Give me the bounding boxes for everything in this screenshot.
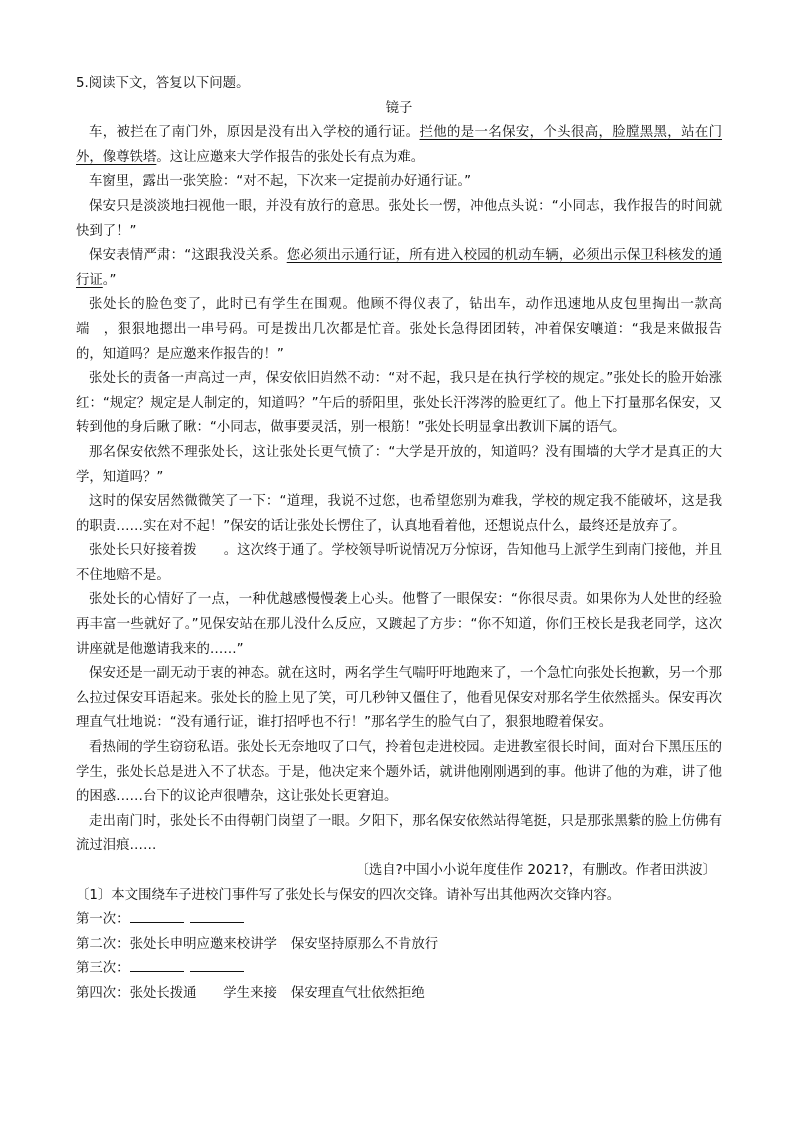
- story-paragraph: [76, 121, 722, 170]
- answer-blank[interactable]: [130, 908, 184, 923]
- answer-label: 第一次：: [76, 912, 130, 928]
- answer-line: [76, 982, 722, 1007]
- answer-line: [76, 933, 722, 958]
- story-paragraph: [76, 195, 722, 244]
- story-paragraph: [76, 441, 722, 490]
- story-paragraph: [76, 736, 722, 810]
- paragraph-text: 保安只是淡淡地扫视他一眼，并没有放行的意思。张处长一愣，冲他点头说：“小同志，我作报告的时间就快到了！”: [76, 198, 722, 239]
- answer-label: 第二次：: [76, 936, 130, 952]
- sub-question: 〔1〕本文围绕车子进校门事件写了张处长与保安的四次交锋。请补写出其他两次交锋内容。: [76, 887, 621, 903]
- underlined-text: 拦他的是一名保安，个头很高，脸膛黑黑，站在门外，像尊铁塔: [76, 125, 723, 165]
- story-paragraph: [76, 293, 722, 367]
- paragraph-text: 那名保安依然不理张处长，这让张处长更气愤了：“大学是开放的，知道吗？没有围墙的大学才是真正的大学，知道吗？”: [76, 444, 722, 485]
- answer-label: 第三次：: [76, 961, 130, 977]
- paragraph-text: 张处长的心情好了一点，一种优越感慢慢袭上心头。他瞥了一眼保安：“你很尽责。如果你为人处世的经验再丰富一些就好了。”见保安站在那儿没什么反应，又踱起了方步：“你不知道，你们王校长是我老同学，这次讲座就是他邀请我来的……”: [76, 592, 722, 657]
- underlined-text: 您必须出示通行证，所有进入校园的机动车辆，必须出示保卫科核发的通行证: [76, 248, 723, 288]
- paragraph-text: 。这让应邀来大学作报告的张处长有点为难。: [156, 149, 425, 165]
- paragraph-text: 这时的保安居然微微笑了一下：“道理，我说不过您，也希望您别为难我，学校的规定我不能破坏，这是我的职责……实在对不起！”保安的话让张处长愣住了，认真地看着他，还想说点什么，最终还是放弃了。: [76, 494, 722, 534]
- question-header: 5.阅读下文，答复以下问题。: [76, 76, 250, 91]
- paragraph-text: 张处长的责备一声高过一声，保安依旧岿然不动：“对不起，我只是在执行学校的规定。”张处长的脸开始涨红：“规定？规定是人制定的，知道吗？”午后的骄阳里，张处长汗涔涔的脸更红了。他上下打量那名保安，又转到他的身后瞅了瞅：“小同志，做事要灵活，别一根筋！”张处长明显拿出教训下属的语气。: [76, 371, 722, 436]
- answer-part1: 张处长拨通 学生来接: [129, 985, 277, 1001]
- answer-blank[interactable]: [130, 957, 184, 972]
- story-body: [76, 121, 722, 859]
- paragraph-text: 张处长只好接着拨 。这次终于通了。学校领导听说情况万分惊讶，告知他马上派学生到南门接他，并且不住地赔不是。: [76, 543, 722, 583]
- story-paragraph: [76, 539, 722, 588]
- answer-line: [76, 957, 722, 982]
- paragraph-text: 保安还是一副无动于衷的神态。就在这时，两名学生气喘吁吁地跑来了，一个急忙向张处长抱歉，另一个那么拉过保安耳语起来。张处长的脸上见了笑，可几秒钟又僵住了，他看见保安对那名学生依然摇头。保安再次理直气壮地说：“没有通行证，谁打招呼也不行！”那名学生的脸气白了，狠狠地瞪着保安。: [76, 666, 722, 731]
- answer-part2: 保安坚持原那么不肯放行: [290, 936, 439, 952]
- answer-blank[interactable]: [190, 908, 244, 923]
- story-paragraph: [76, 244, 722, 293]
- paragraph-text: 走出南门时，张处长不由得朝门岗望了一眼。夕阳下，那名保安依然站得笔挺，只是那张黑紫的脸上仿佛有流过泪痕……: [76, 813, 722, 854]
- paragraph-text: 。”: [102, 272, 117, 288]
- story-title: 镜子: [385, 100, 413, 116]
- story-paragraph: [76, 810, 722, 859]
- story-paragraph: [76, 662, 722, 736]
- story-paragraph: [76, 367, 722, 441]
- story-paragraph: [76, 588, 722, 662]
- answer-list: [76, 908, 722, 1006]
- paragraph-text: 看热闹的学生窃窃私语。张处长无奈地叹了口气，拎着包走进校园。走进教室很长时间，面对台下黑压压的学生，张处长总是进入不了状态。于是，他决定来个题外话，就讲他刚刚遇到的事。他讲了他的为难，讲了他的困惑……台下的议论声很嘈杂，这让张处长更窘迫。: [76, 740, 722, 805]
- story-paragraph: [76, 490, 722, 539]
- paragraph-text: 车，被拦在了南门外，原因是没有出入学校的通行证。: [89, 125, 420, 141]
- story-paragraph: [76, 170, 722, 195]
- paragraph-text: 保安表情严肃：“这跟我没关系。: [89, 248, 287, 264]
- answer-part2: 保安理直气壮依然拒绝: [290, 985, 425, 1001]
- answer-label: 第四次：: [76, 985, 130, 1001]
- answer-line: [76, 908, 722, 933]
- answer-blank[interactable]: [190, 957, 244, 972]
- document-page: [76, 72, 722, 1007]
- paragraph-text: 张处长的脸色变了，此时已有学生在围观。他顾不得仪表了，钻出车，动作迅速地从皮包里掏出一款高端 ，狠狠地摁出一串号码。可是拨出几次都是忙音。张处长急得团团转，冲着保安嚷道：“我是来做报告的，知道吗？是应邀来作报告的！”: [76, 297, 722, 362]
- answer-part1: 张处长申明应邀来校讲学: [129, 936, 277, 952]
- paragraph-text: 车窗里，露出一张笑脸：“对不起，下次来一定提前办好通行证。”: [89, 174, 472, 190]
- source-citation: 〔选自?中国小小说年度佳作 2021?，有删改。作者田洪波〕: [355, 863, 716, 878]
